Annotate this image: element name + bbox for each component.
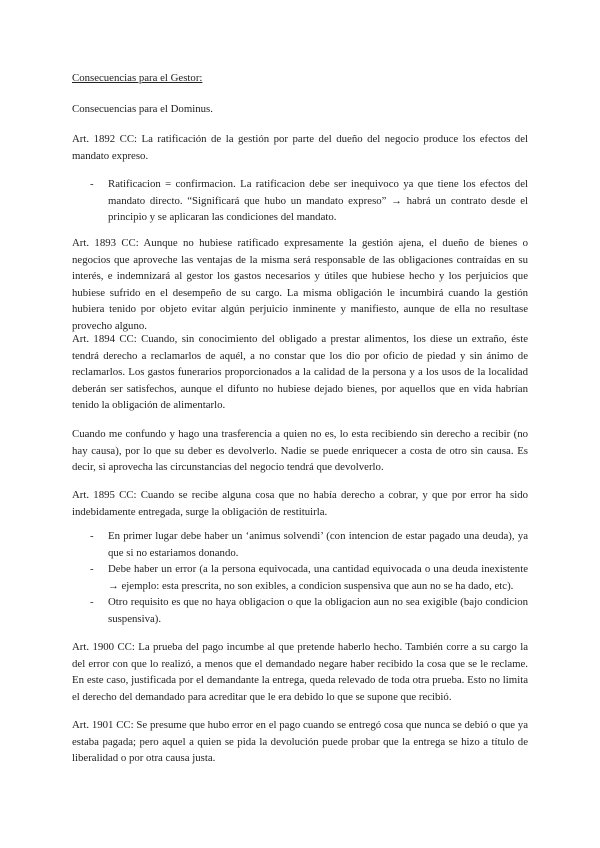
- bullet-marker: -: [90, 596, 94, 609]
- list-item-text: Debe haber un error (a la persona equivocada, una cantidad equivocada o una deuda inexistente → ejemplo: esta prescrita, no son exibles, a condicion suspensiva que aun no se ha dado, etc).: [108, 563, 528, 592]
- article-1892-bullets: [0, 176, 528, 226]
- list-item: [0, 528, 528, 561]
- article-1894: Art. 1894 CC: Cuando, sin conocimiento del obligado a prestar alimentos, los diese un extraño, éste tendrá derecho a reclamarlos de aquél, a no constar que los dio por oficio de piedad y sin ánimo de reclamarlos. Los gastos funerarios proporcionados a la calidad de la persona y a los usos de la localidad deberán ser satisfechos, aunque el difunto no hubiese dejado bienes, por aquellos que en vida habrían tenido la obligación de alimentarlo.: [72, 333, 528, 412]
- article-1895: Art. 1895 CC: Cuando se recibe alguna cosa que no había derecho a cobrar, y que por error ha sido indebidamente entregada, surge la obligación de restituirla.: [72, 489, 528, 518]
- article-1900: Art. 1900 CC: La prueba del pago incumbe al que pretende haberlo hecho. También corre a su cargo la del error con que lo realizó, a menos que el demandado negare haber recibido la cosa que se le reclame. En este caso, justificada por el demandante la entrega, queda relevado de toda otra prueba. Esto no limita el derecho del demandado para acreditar que le era debido lo que se supone que recibió.: [72, 641, 528, 703]
- list-item: [0, 594, 528, 627]
- paragraph-transfer: Cuando me confundo y hago una trasferencia a quien no es, lo esta recibiendo sin derecho a recibir (no hay causa), por lo que su deber es devolverlo. Nadie se puede enriquecer a costa de otro sin causa. Es decir, si aprovecha las circunstancias del negocio tendrá que devolverlo.: [72, 428, 528, 474]
- article-1892: Art. 1892 CC: La ratificación de la gestión por parte del dueño del negocio produce los efectos del mandato expreso.: [72, 133, 528, 162]
- article-1901: Art. 1901 CC: Se presume que hubo error en el pago cuando se entregó cosa que nunca se debió o que ya estaba pagada; pero aquel a quien se pida la devolución puede probar que la entrega se hizo a título de liberalidad o por otra causa justa.: [72, 719, 528, 765]
- heading-dominus: Consecuencias para el Dominus.: [72, 103, 213, 115]
- bullet-marker: -: [90, 530, 94, 542]
- list-item: [0, 561, 528, 594]
- list-item-text: Otro requisito es que no haya obligacion o que la obligacion aun no sea exigible (bajo condicion suspensiva).: [108, 596, 528, 625]
- list-item: [0, 176, 528, 226]
- bullet-marker: -: [90, 563, 94, 576]
- list-item-text: Ratificacion = confirmacion. La ratificacion debe ser inequivoco ya que tiene los efectos del mandato directo. “Significará que hubo un mandato expreso” → habrá un contrato desde el principio y se aplicaran las condiciones del mandato.: [108, 178, 528, 224]
- heading-gestor: Consecuencias para el Gestor:: [72, 72, 203, 84]
- article-1895-bullets: [0, 528, 528, 628]
- bullet-marker: -: [90, 178, 94, 190]
- list-item-text: En primer lugar debe haber un ‘animus solvendi’ (con intencion de estar pagado una deuda), ya que si no estariamos donando.: [108, 530, 528, 559]
- article-1893: Art. 1893 CC: Aunque no hubiese ratificado expresamente la gestión ajena, el dueño de bienes o negocios que aproveche las ventajas de la misma será responsable de las obligaciones contraídas en su interés, e indemnizará al gestor los gastos necesarios y útiles que hubiese hecho y los perjuicios que hubiese sufrido en el desempeño de su cargo. La misma obligación le incumbirá cuando la gestión hubiera tenido por objeto evitar algún perjuicio inminente y manifiesto, aunque de ella no resultase provecho alguno.: [72, 237, 528, 332]
